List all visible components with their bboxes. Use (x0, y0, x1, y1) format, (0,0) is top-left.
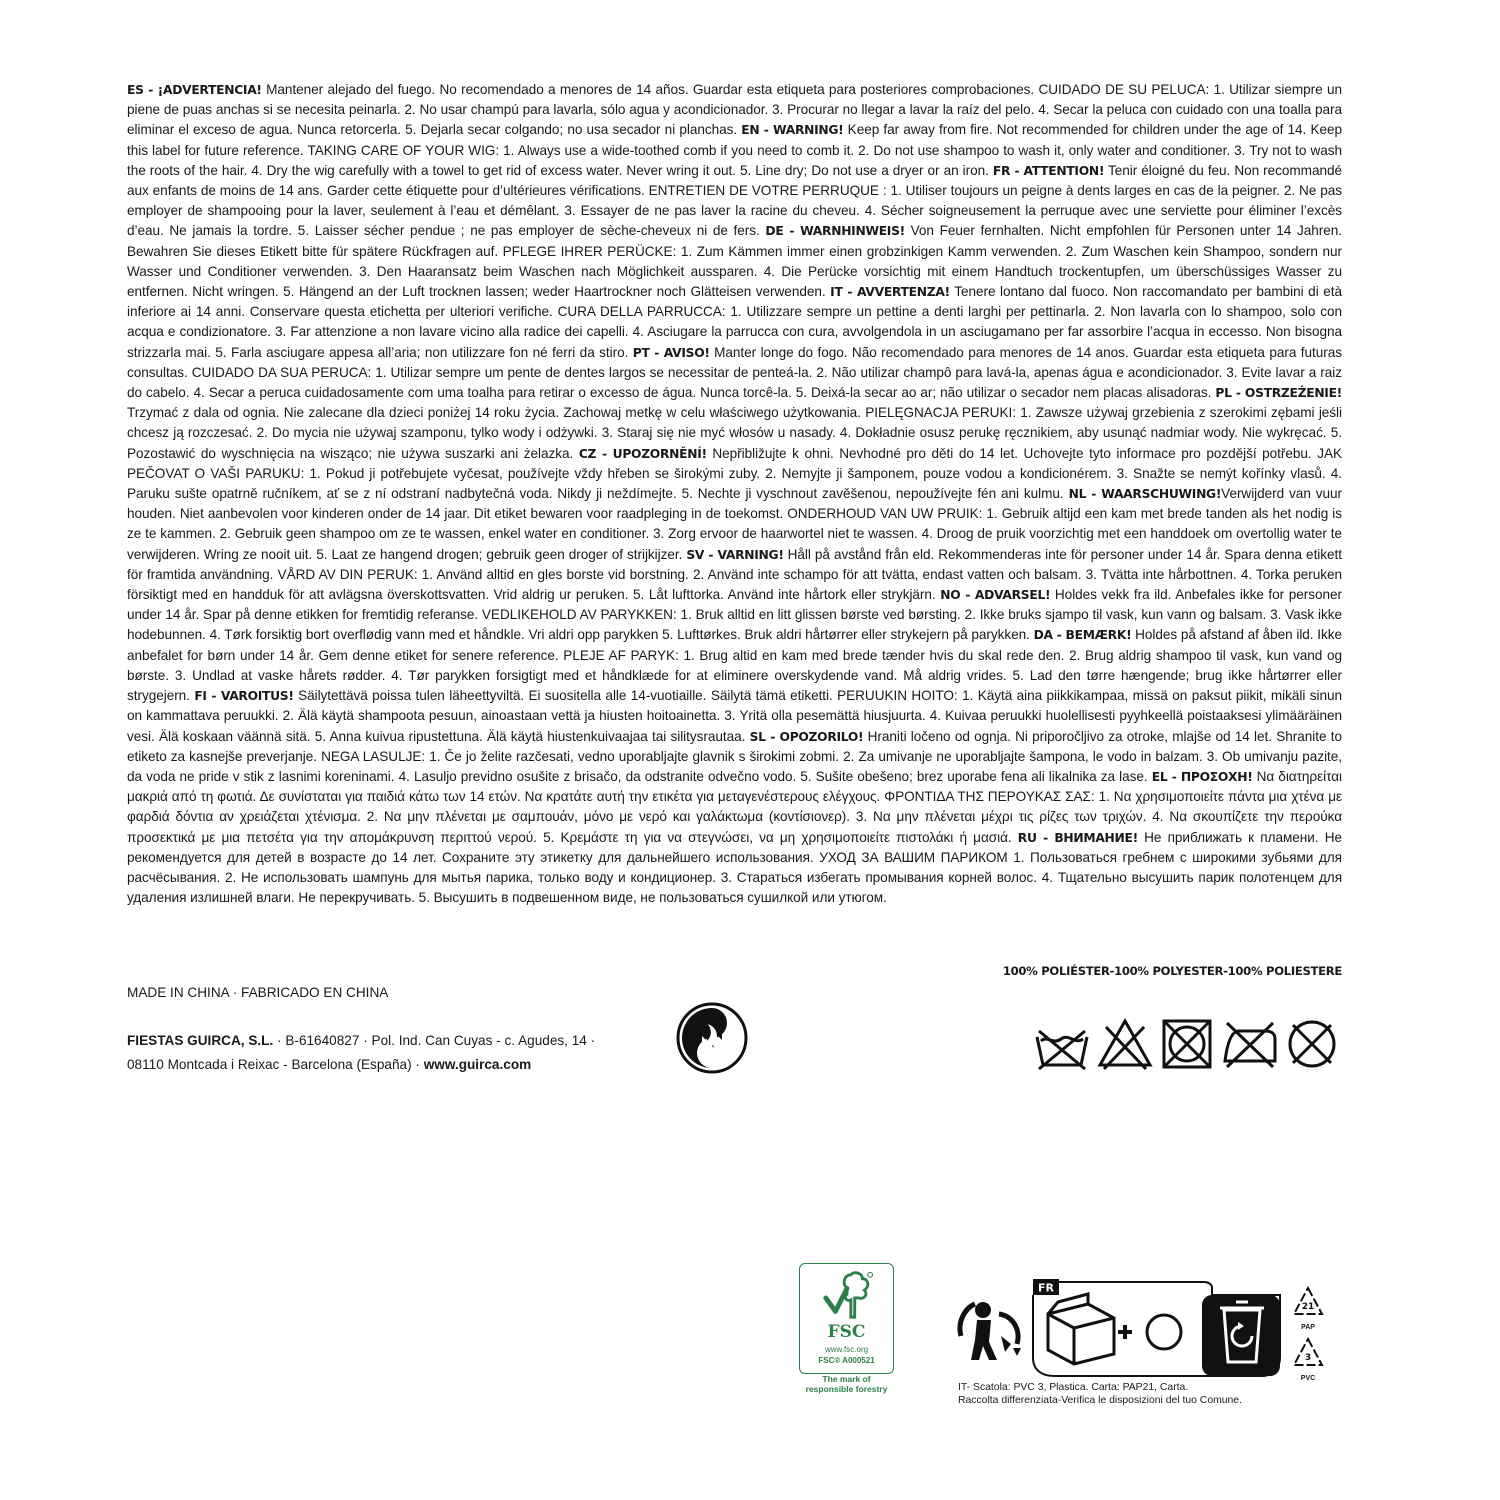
warning-heading: FR - ATTENTION! (992, 163, 1105, 178)
recycle-triangle-icon (1291, 1336, 1325, 1370)
care-symbols (1033, 1016, 1341, 1072)
italian-recycling-note (958, 1381, 1242, 1407)
company-info (127, 1029, 595, 1077)
warning-heading: DA - BEMÆRK! (1033, 628, 1132, 643)
it-note-line2: Raccolta differenziata-Verifica le disposizioni del tuo Comune. (958, 1395, 1242, 1406)
green-dot-icon (676, 1002, 748, 1074)
fsc-tagline (799, 1375, 894, 1394)
pap-label: PAP (1301, 1324, 1315, 1331)
fsc-code: FSC® A000521 (818, 1356, 875, 1365)
warning-text: Tenir éloigné du feu. Non recommandé aux enfants de moins de 14 ans. Garder cette étiquette pour d’ultérieures vérifications. ENTRETIEN DE VOTRE PERRUQUE : 1. Utiliser toujours un peigne à dents larges en cas de la peigner. 2. Ne pas employer de shampooing pour la laver, seulement à l’eau et démêlant. 3. Essayer de ne pas laver la racine du cheveu. 4. Sécher soigneusement la perruque avec une serviette pour éliminer l’excès d’eau. Ne jamais la tordre. 5. Laisser sécher pendue ; ne pas employer de sèche-cheveux ni de fers. (127, 162, 1342, 239)
recycle-triangle-icon (1291, 1285, 1325, 1319)
warning-text: Не приближать к пламени. Не рекомендуется для детей в возрасте до 14 лет. Сохраните эту этикетку для дальнейшего использования. УХОД ЗА ВАШИМ ПАРИКОМ 1. Пользоваться гребнем с широкими зубьями для расчёсывания. 2. Не использовать шампунь для мытья парика, только воду и кондиционер. 3. Стараться избегать промывания корней волос. 4. Тщательно высушить парик полотенцем для удаления излишней влаги. Не перекручивать. 5. Высушить в подвешенном виде, не пользоваться сушилкой или утюгом. (127, 829, 1342, 906)
warning-text: Tenere lontano dal fuoco. Non raccomandato per bambini di età inferiore ai 14 anni. Conservare questa etichetta per ulteriori verifiche. CURA DELLA PARRUCCA: 1. Utilizzare sempre un pettine a denti larghi per pettinarla. 2. Non lavarla con lo shampoo, solo con acqua e condizionatore. 3. Far attenzione a non lavare vicino alla radice dei capelli. 4. Asciugare la parrucca con cura, avvolgendola in un asciugamano per far assorbire l’acqua in eccesso. Non bisogna strizzarla mai. 5. Farla asciugare appesa all’aria; non utilizzare fon né ferri da stiro. (127, 284, 1342, 360)
fsc-tree-icon (817, 1269, 877, 1323)
pap-code: 21 (1301, 1302, 1315, 1312)
warning-heading: SV - VARNING! (686, 547, 784, 562)
it-note-line1: IT- Scatola: PVC 3, Plastica. Carta: PAP21, Carta. (958, 1382, 1189, 1393)
triman-icon (955, 1296, 1027, 1364)
warning-text: Verwijderd van vuur houden. Niet aanbevolen voor kinderen onder de 14 jaar. Dit etiket bewaren voor raadpleging in de toekomst. ONDERHOUD VAN UW PRUIK: 1. Gebruik altijd een kam met brede tanden als het nodig is ze te kammen. 2. Gebruik geen shampoo om ze te wassen, enkel water en conditioner. 3. Zorg ervoor de haarwortel niet te wassen. 4. Droog de pruik voorzichtig met een handdoek om overtollig water te verwijderen. Wring ze nooit uit. 5. Laat ze hangend drogen; gebruik geen droger of strijkijzer. (127, 486, 1342, 562)
fsc-logo (799, 1263, 894, 1374)
no-bleach-icon (1096, 1017, 1154, 1071)
company-name: FIESTAS GUIRCA, S.L. (127, 1033, 274, 1048)
made-in: MADE IN CHINA · FABRICADO EN CHINA (127, 985, 389, 1000)
warning-heading: RU - ВНИМАНИЕ! (1017, 830, 1138, 845)
warning-text: Manter longe do fogo. Não recomendado para menores de 14 anos. Guardar esta etiqueta para futuras consultas. CUIDADO DA SUA PERUCA: 1. Utilizar sempre um pente de dentes largos se necessitar de penteá-la. 2. Não utilizar champô para lavá-la, apenas água e acondicionador. 3. Evite lavar a raiz do cabelo. 4. Secar a peruca cuidadosamente com uma toalha para retirar o excesso de água. Nunca torcê-la. 5. Deixá-la secar ao ar; não utilizar o secador nem placas alisadoras. (127, 344, 1342, 401)
warning-heading: EN - WARNING! (741, 123, 844, 138)
company-website: www.guirca.com (423, 1057, 532, 1072)
pvc-recycle-code (1291, 1336, 1325, 1384)
warning-heading: FI - VAROITUS! (194, 689, 294, 704)
warning-text: Keep far away from fire. Not recommended for children under the age of 14. Keep this label for future reference. TAKING CARE OF YOUR WIG: 1. Always use a wide-toothed comb if you need to comb it. 2. Do not use shampoo to wash it, only water and conditioner. 3. Try not to wash the roots of the hair. 4. Dry the wig carefully with a towel to get rid of excess water. Never wring it out. 5. Line dry; Do not use a dryer or an iron. (127, 122, 1342, 178)
warning-heading: NO - ADVARSEL! (940, 588, 1051, 603)
warning-heading: PL - OSTRZEŻENIE! (1215, 386, 1342, 401)
warning-text: Να διατηρείται μακριά από τη φωτιά. Δε συνίσταται για παιδιά κάτω των 14 ετών. Να κρατάτε αυτή την ετικέτα για μεταγενέστερους ελέγχους. ΦΡΟΝΤΙΔΑ ΤΗΣ ΠΕΡΟΥΚΑΣ ΣΑΣ: 1. Να χρησιμοποιείτε πάντα μια χτένα με φαρδιά δόντια αν χρειάζεται χτένισμα. 2. Να μην πλένεται με σαμπουάν, μόνο με νερό και γαλάκτωμα (κοντίσιονερ). 3. Να μην πλένεται μέχρι τις ρίζες των τριχών. 4. Να σκουπίζετε την περούκα προσεκτικά με μια πετσέτα για την απομάκρυνση περιττού νερού. 5. Κρεμάστε τη για να στεγνώσει, να μη χρησιμοποιείτε πιστολάκι ή μασιά. (127, 768, 1342, 845)
no-tumble-dry-icon (1158, 1017, 1216, 1071)
warning-text: Holdes vekk fra ild. Anbefales ikke for personer under 14 år. Spar på denne etikken for fremtidig referanse. VEDLIKEHOLD AV PARYKKEN: 1. Bruk alltid en litt glissen børste ved børsting. 2. Ikke bruks sjampo til vask, kun vann og balsam. 3. Vask ikke hodebunnen. 4. Tørk forsiktig bort overflødig vann med et håndkle. Vri aldri opp parykken 5. Lufttørkes. Bruk aldri hårtørrer eller strykejern på parykken. (127, 587, 1343, 643)
warnings-text (127, 80, 1342, 908)
warning-text: Håll på avstånd från eld. Rekommenderas inte för personer under 14 år. Spara denna etikett för framtida användning. VÅRD AV DIN PERUK: 1. Använd alltid en gles borste vid borstning. 2. Använd inte schampo för att tvätta, endast vatten och balsam. 3. Tvätta inte hårbottnen. 4. Torka peruken försiktigt med en handduk för att avlägsna överskottsvatten. Vrid aldrig ur peruken. 5. Låt lufttorka. Använd inte hårtork eller strykjärn. (127, 546, 1342, 603)
warning-text: Trzymać z dala od ognia. Nie zalecane dla dzieci poniżej 14 roku życia. Zachowaj metkę w celu właściwego użytkowania. PIELĘGNACJA PERUKI: 1. Zawsze używaj grzebienia z szerokimi zębami jeśli chcesz ją rozczesać. 2. Do mycia nie używaj szamponu, tylko wody i odżywki. 3. Staraj się nie myć włosów u nasady. 4. Dokładnie osusz perukę ręcznikiem, aby usunąć nadmiar wody. Nie wykręcać. 5. Pozostawić do wyschnięcia na wisząco; nie używa suszarki ani żelazka. (127, 405, 1342, 461)
warning-text: Hraniti ločeno od ognja. Ni priporočljivo za otroke, mlajše od 14 let. Shranite to etiketo za kasnejše preverjanje. NEGA LASULJE: 1. Če jo želite razčesati, vedno uporabljajte glavnik s širokimi zobmi. 2. Za umivanje ne uporabljajte šampona, le vodo in balzam. 3. Ob umivanju pazite, da voda ne pride v stik z lasnimi koreninami. 4. Lasuljo previdno osušite z brisačo, da odstranite odvečno vodo. 5. Sušite obešeno; brez uporabe fena ali likalnika za lase. (127, 728, 1342, 784)
fr-label: FR (1038, 1281, 1054, 1295)
warning-text: Säilytettävä poissa tulen läheettyviltä. Ei suositella alle 14-vuotiaille. Säilytä tämä etiketti. PERUUKIN HOITO: 1. Käytä aina piikkikampaa, missä on paksut piikit, mikäli sinun on kammattava peruukki. 2. Älä käytä shampoota pesuun, ainoastaan vettä ja hiusten hoitoainetta. 3. Yritä olla pesemättä hiusjuurta. 4. Kuivaa peruukki huolellisesti pyyhkeellä poistaaksesi ylimääräinen vesi. Älä koskaan väännä sitä. 5. Anna kuivua ripustettuna. Älä käytä hiustenkuivaajaa tai silitysrautaa. (127, 688, 1343, 744)
warning-heading: IT - AVVERTENZA! (830, 285, 950, 300)
fsc-name: FSC (827, 1322, 866, 1342)
warning-heading: PT - AVISO! (632, 345, 710, 360)
warning-heading: SL - OPOZORILO! (749, 729, 864, 744)
fsc-url: www.fsc.org (824, 1345, 869, 1354)
recycling-info-box (1032, 1278, 1282, 1378)
no-iron-icon (1221, 1017, 1279, 1071)
no-dry-clean-icon (1283, 1017, 1341, 1071)
warning-text: Von Feuer fernhalten. Nicht empfohlen für Personen unter 14 Jahren. Bewahren Sie dieses Etikett bitte für spätere Rückfragen auf. PFLEGE IHRER PERÜCKE: 1. Zum Kämmen immer einen grobzinkigen Kamm verwenden. 2. Zum Waschen kein Shampoo, sondern nur Wasser und Conditioner verwenden. 3. Den Haaransatz beim Waschen nach Möglichkeit aussparen. 4. Die Perücke vorsichtig mit einem Handtuch trockentupfen, um überschüssiges Wasser zu entfernen. Nicht wringen. 5. Hängend an der Luft trocknen lassen; weder Haartrockner noch Glätteisen verwenden. (127, 223, 1342, 300)
pap-recycle-code (1291, 1285, 1325, 1333)
warning-heading: DE - WARNHINWEIS! (765, 224, 905, 239)
fsc-tagline-line1: The mark of (822, 1374, 871, 1384)
wash-basin-crossed-icon (1033, 1017, 1091, 1071)
company-address: · B-61640827 · Pol. Ind. Can Cuyas - c. Agudes, 14 · (273, 1033, 596, 1048)
warning-text: Holdes på afstand af åben ild. Ikke anbefalet for børn under 14 år. Gem denne etiket for senere reference. PLEJE AF PARYK: 1. Brug altid en kam med brede tænder hvis du skal rede den. 2. Brug aldrig shampoo til vask, kun vand og børste. 3. Undlad at vaske hårets rødder. 4. Tør parykken forsigtigt med et håndklæde for at eliminere overskydende vand. Må aldrig vrides. 5. Lad den tørre hængende; brug ikke hårtørrer eller strygejern. (127, 627, 1342, 704)
pvc-label: PVC (1300, 1375, 1316, 1382)
warning-heading: CZ - UPOZORNĚNÍ! (578, 446, 707, 461)
box-icon (1048, 1294, 1114, 1364)
warning-heading: ES - ¡ADVERTENCIA! (127, 83, 262, 97)
warning-heading: EL - ΠΡΟΣΟΧΗ! (1151, 769, 1253, 784)
warning-text: Nepřibližujte k ohni. Nevhodné pro děti do 14 let. Uchovejte tyto informace pro pozdější potřebu. JAK PEČOVAT O VAŠI PARUKU: 1. Pokud ji potřebujete vyčesat, používejte vždy hřeben se širokými zuby. 2. Nemyjte ji šamponem, pouze vodou a kondicionérem. 3. Snažte se nemýt kořínky vlasů. 4. Paruku sušte opatrně ručníkem, ať se z ní odstraní nadbytečná voda. Nikdy ji neždímejte. 5. Nechte ji vyschnout zavěšenou, nepoužívejte fén ani kulmu. (127, 445, 1342, 502)
material-composition: 100% POLIÉSTER-100% POLYESTER-100% POLIESTERE (1002, 964, 1342, 978)
warning-heading: NL - WAARSCHUWING! (1068, 487, 1222, 502)
pvc-code: 3 (1304, 1353, 1312, 1363)
circle-icon (1147, 1315, 1181, 1349)
warning-text: Mantener alejado del fuego. No recomendado a menores de 14 años. Guardar esta etiqueta para posteriores comprobaciones. CUIDADO DE SU PELUCA: 1. Utilizar siempre un piene de puas anchas si se necesita peinarla. 2. No usar champú para lavarla, sólo agua y acondicionador. 3. Procurar no llegar a lavar la raíz del pelo. 4. Secar la peluca con cuidado con una toalla para eliminar el exceso de agua. Nunca retorcerla. 5. Dejarla secar colgando; no usa secador ni planchas. (127, 82, 1343, 138)
fsc-tagline-line2: responsible forestry (805, 1383, 888, 1394)
company-city: 08110 Montcada i Reixac - Barcelona (España) · (127, 1057, 424, 1072)
